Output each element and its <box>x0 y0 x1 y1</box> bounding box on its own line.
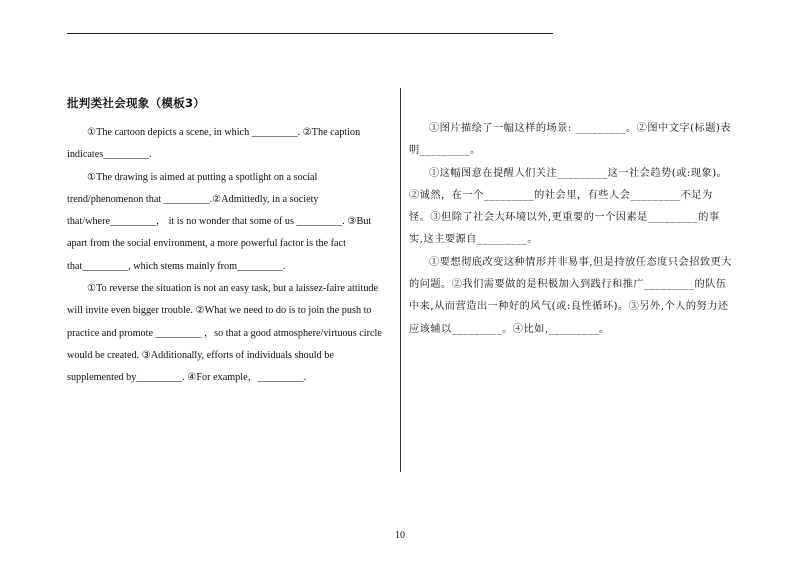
chinese-paragraph-1: ①图片描绘了一幅这样的场景: _________。②图中文字(标题)表明_________。 <box>409 123 732 157</box>
section-heading: 批判类社会现象（模板3） <box>67 96 206 110</box>
header-rule <box>67 33 553 34</box>
english-paragraph-2: ①The drawing is aimed at putting a spotlight on a social trend/phenomenon that _________.②Admittedly, in a society that/where_________， it is no wonder that some of us _________. ③But apart from the social environment, a more powerful factor is the fact that_________, which stems mainly from_________. <box>67 171 372 272</box>
left-column <box>67 95 385 390</box>
chinese-paragraph-2: ①这幅图意在提醒人们关注_________这一社会趋势(或:现象)。②诚然，在一个_________的社会里，有些人会_________不足为怪。③但除了社会大环境以外,更重要的一个因素是_________的事实,这主要源自_________。 <box>409 167 728 246</box>
chinese-paragraph-3: ①要想彻底改变这种情形并非易事,但是持放任态度只会招致更大的问题。②我们需要做的是积极加入到践行和推广_________的队伍中来,从而营造出一种好的风气(或:良性循环)。③另外,个人的努力还应该辅以_________。④比如,_________。 <box>409 256 732 335</box>
english-paragraph-1: ①The cartoon depicts a scene, in which _________. ②The caption indicates_________. <box>67 127 361 161</box>
english-paragraph-3: ①To reverse the situation is not an easy task, but a laissez-faire attitude will invite even bigger trouble. ②What we need to do is to join the push to practice and promote _________ ，so that a good atmosphere/virtuous circle would be created. ③Additionally, efforts of individuals should be supplemented by_________. ④For example，_________. <box>67 283 382 384</box>
page-number: 10 <box>395 530 405 541</box>
right-column <box>409 118 733 341</box>
column-divider <box>400 88 401 472</box>
